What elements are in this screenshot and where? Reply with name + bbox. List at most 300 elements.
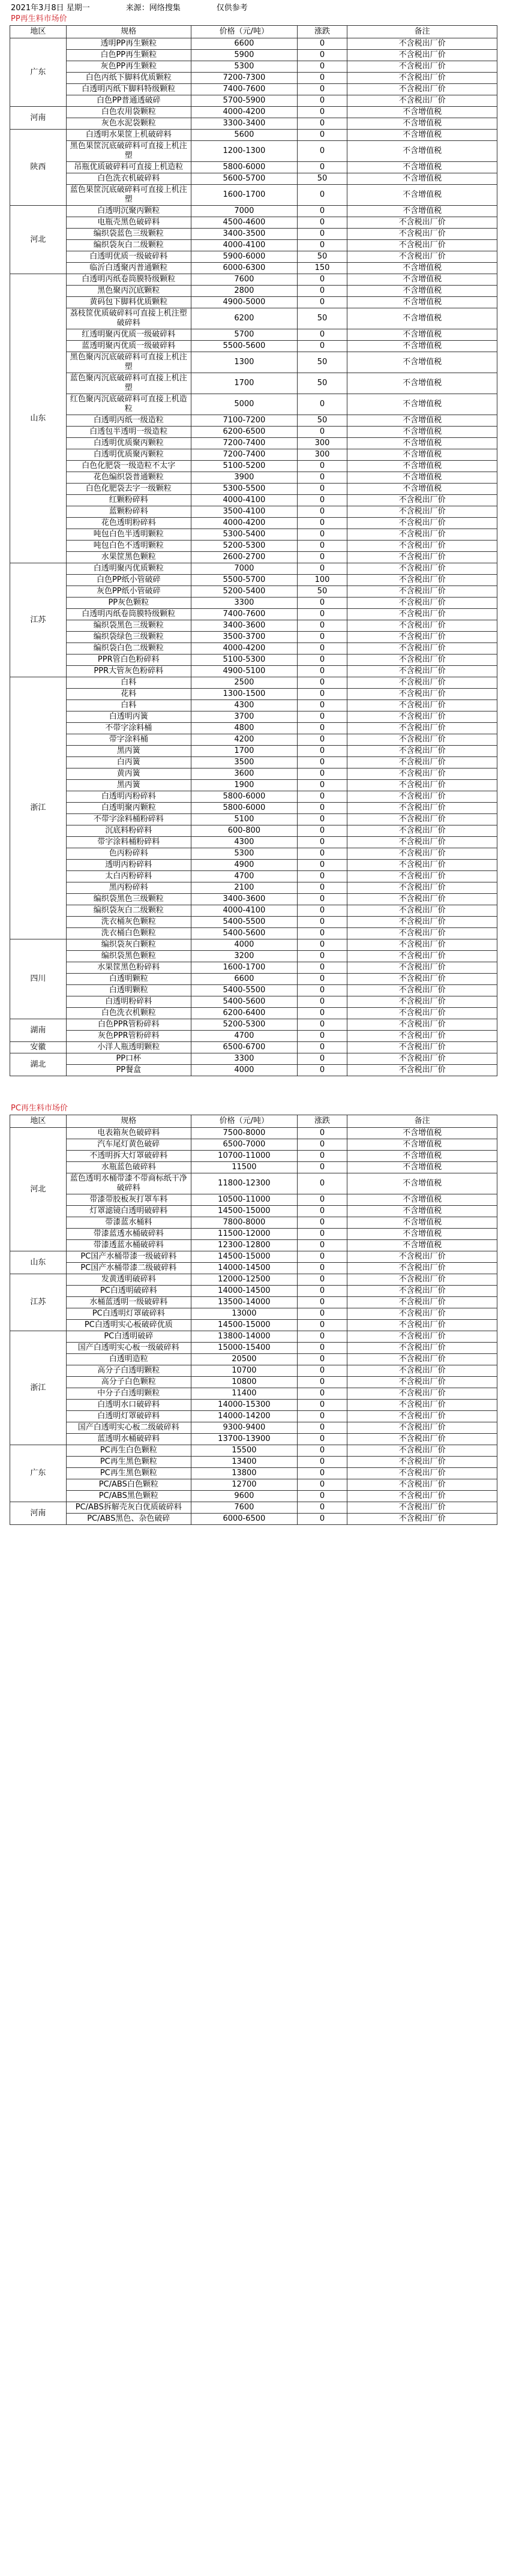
table-row bbox=[10, 1229, 497, 1240]
spec-cell: 灰色PP纸小管破碎 bbox=[66, 586, 191, 598]
remark-cell: 不含税出厂价 bbox=[347, 848, 497, 860]
price-cell: 5700-5900 bbox=[191, 95, 297, 107]
change-cell: 0 bbox=[297, 1457, 347, 1468]
spec-cell: 红色聚丙沉底破碎料可直接上机造粒 bbox=[66, 394, 191, 415]
price-cell: 5100-5300 bbox=[191, 654, 297, 666]
table-row bbox=[10, 654, 497, 666]
change-cell: 0 bbox=[297, 1162, 347, 1173]
spec-cell: PC/ABS拆解壳灰白优质破碎料 bbox=[66, 1502, 191, 1514]
remark-cell: 不含增值税 bbox=[347, 308, 497, 329]
table-row bbox=[10, 141, 497, 162]
table-row bbox=[10, 723, 497, 734]
change-cell: 0 bbox=[297, 1514, 347, 1525]
remark-cell: 不含税出厂价 bbox=[347, 803, 497, 814]
price-cell: 4000-4100 bbox=[191, 240, 297, 251]
remark-cell: 不含增值税 bbox=[347, 1240, 497, 1251]
change-cell: 0 bbox=[297, 1274, 347, 1286]
spec-cell: 电表箱灰色破碎料 bbox=[66, 1128, 191, 1139]
change-cell: 0 bbox=[297, 837, 347, 848]
remark-cell: 不含增值税 bbox=[347, 173, 497, 185]
price-cell: 6600 bbox=[191, 974, 297, 985]
price-cell: 7500-8000 bbox=[191, 1128, 297, 1139]
remark-cell: 不含税出厂价 bbox=[347, 240, 497, 251]
remark-cell: 不含税出厂价 bbox=[347, 837, 497, 848]
col-header-change: 涨跌 bbox=[297, 1115, 347, 1128]
remark-cell: 不含增值税 bbox=[347, 1128, 497, 1139]
table-row bbox=[10, 768, 497, 780]
change-cell: 0 bbox=[297, 1240, 347, 1251]
remark-cell: 不含税出厂价 bbox=[347, 791, 497, 803]
remark-cell: 不含税出厂价 bbox=[347, 700, 497, 711]
spec-cell: 不带字涂料桶 bbox=[66, 723, 191, 734]
region-cell: 湖北 bbox=[10, 1053, 67, 1076]
remark-cell: 不含增值税 bbox=[347, 449, 497, 461]
remark-cell: 不含税出厂价 bbox=[347, 711, 497, 723]
remark-cell: 不含增值税 bbox=[347, 1162, 497, 1173]
table-row bbox=[10, 689, 497, 700]
price-cell: 10700 bbox=[191, 1365, 297, 1377]
spec-cell: 蓝透明聚丙优质一级破碎料 bbox=[66, 341, 191, 352]
remark-cell: 不含税出厂价 bbox=[347, 632, 497, 643]
table-row bbox=[10, 1194, 497, 1206]
remark-cell: 不含增值税 bbox=[347, 107, 497, 118]
price-cell: 4000 bbox=[191, 939, 297, 951]
spec-cell: 白色PP纸小管破碎 bbox=[66, 575, 191, 586]
spec-cell: 灯罩滤镜白透明破碎料 bbox=[66, 1206, 191, 1217]
change-cell: 0 bbox=[297, 689, 347, 700]
spec-cell: 白料 bbox=[66, 700, 191, 711]
table-row bbox=[10, 352, 497, 373]
spec-cell: 白透明灯罩破碎料 bbox=[66, 1411, 191, 1422]
table-row bbox=[10, 297, 497, 308]
remark-cell: 不含税出厂价 bbox=[347, 620, 497, 632]
change-cell: 0 bbox=[297, 825, 347, 837]
table-row bbox=[10, 472, 497, 484]
price-cell: 1700 bbox=[191, 373, 297, 394]
change-cell: 0 bbox=[297, 723, 347, 734]
price-cell: 3400-3600 bbox=[191, 894, 297, 905]
change-cell: 0 bbox=[297, 61, 347, 73]
remark-cell: 不含税出厂价 bbox=[347, 84, 497, 95]
table-row bbox=[10, 1128, 497, 1139]
change-cell: 0 bbox=[297, 1263, 347, 1274]
change-cell: 50 bbox=[297, 373, 347, 394]
table-row bbox=[10, 84, 497, 95]
remark-cell: 不含增值税 bbox=[347, 141, 497, 162]
change-cell: 0 bbox=[297, 274, 347, 286]
remark-cell: 不含税出厂价 bbox=[347, 61, 497, 73]
table-row bbox=[10, 1445, 497, 1457]
remark-cell: 不含税出厂价 bbox=[347, 825, 497, 837]
change-cell: 0 bbox=[297, 905, 347, 917]
remark-cell: 不含税出厂价 bbox=[347, 1468, 497, 1479]
region-cell: 山东 bbox=[10, 274, 67, 563]
spec-cell: 白透明沉聚丙颗粒 bbox=[66, 206, 191, 217]
table-row bbox=[10, 495, 497, 506]
region-cell: 浙江 bbox=[10, 677, 67, 939]
table-row bbox=[10, 206, 497, 217]
price-cell: 1300 bbox=[191, 352, 297, 373]
change-cell: 0 bbox=[297, 1173, 347, 1194]
price-cell: 4500-4600 bbox=[191, 217, 297, 229]
price-cell: 7000 bbox=[191, 563, 297, 575]
price-cell: 5000 bbox=[191, 394, 297, 415]
remark-cell: 不含税出厂价 bbox=[347, 1308, 497, 1320]
spec-cell: 编织袋黑色三级颗粒 bbox=[66, 894, 191, 905]
change-cell: 0 bbox=[297, 394, 347, 415]
table-row bbox=[10, 848, 497, 860]
price-cell: 5600 bbox=[191, 130, 297, 141]
spec-cell: 黑色果筐沉底破碎料可直接上机注塑 bbox=[66, 141, 191, 162]
price-cell: 4000-4200 bbox=[191, 107, 297, 118]
table-row bbox=[10, 1514, 497, 1525]
price-cell: 12000-12500 bbox=[191, 1274, 297, 1286]
spec-cell: 红颗粉碎料 bbox=[66, 495, 191, 506]
price-cell: 10800 bbox=[191, 1377, 297, 1388]
price-cell: 13500-14000 bbox=[191, 1297, 297, 1308]
change-cell: 0 bbox=[297, 746, 347, 757]
price-cell: 5600-5700 bbox=[191, 173, 297, 185]
change-cell: 0 bbox=[297, 1065, 347, 1076]
change-cell: 0 bbox=[297, 472, 347, 484]
table-row bbox=[10, 506, 497, 518]
spec-cell: 蓝颗粉碎料 bbox=[66, 506, 191, 518]
remark-cell: 不含税出厂价 bbox=[347, 643, 497, 654]
table-row bbox=[10, 586, 497, 598]
remark-cell: 不含税出厂价 bbox=[347, 951, 497, 962]
change-cell: 0 bbox=[297, 654, 347, 666]
spec-cell: 编织袋白色二级颗粒 bbox=[66, 643, 191, 654]
spec-cell: 带字涂料桶 bbox=[66, 734, 191, 746]
price-cell: 3400-3500 bbox=[191, 229, 297, 240]
change-cell: 0 bbox=[297, 1151, 347, 1162]
table-row bbox=[10, 373, 497, 394]
price-cell: 15000-15400 bbox=[191, 1343, 297, 1354]
spec-cell: 不带字涂料桶粉碎料 bbox=[66, 814, 191, 825]
spec-cell: PC白透明实心板破碎优质 bbox=[66, 1320, 191, 1331]
col-header-region: 地区 bbox=[10, 1115, 67, 1128]
change-cell: 0 bbox=[297, 1479, 347, 1491]
remark-cell: 不含税出厂价 bbox=[347, 1445, 497, 1457]
change-cell: 0 bbox=[297, 1422, 347, 1434]
remark-cell: 不含税出厂价 bbox=[347, 541, 497, 552]
remark-cell: 不含税出厂价 bbox=[347, 1263, 497, 1274]
spec-cell: 花料 bbox=[66, 689, 191, 700]
remark-cell: 不含增值税 bbox=[347, 1217, 497, 1229]
table-row bbox=[10, 1240, 497, 1251]
table-row bbox=[10, 1286, 497, 1297]
table-row bbox=[10, 162, 497, 173]
price-cell: 10700-11000 bbox=[191, 1151, 297, 1162]
remark-cell: 不含增值税 bbox=[347, 341, 497, 352]
change-cell: 0 bbox=[297, 130, 347, 141]
price-cell: 7600 bbox=[191, 274, 297, 286]
change-cell: 0 bbox=[297, 1354, 347, 1365]
price-cell: 5900-6000 bbox=[191, 251, 297, 263]
spec-cell: 洗衣桶灰色颗粒 bbox=[66, 917, 191, 928]
table-row bbox=[10, 229, 497, 240]
spec-cell: 白透明水果筐上机破碎料 bbox=[66, 130, 191, 141]
remark-cell: 不含税出厂价 bbox=[347, 985, 497, 996]
table-row bbox=[10, 962, 497, 974]
table-row bbox=[10, 107, 497, 118]
price-cell: 3600 bbox=[191, 768, 297, 780]
region-cell: 河北 bbox=[10, 1128, 67, 1251]
spec-cell: 红透明聚丙优质一级破碎料 bbox=[66, 329, 191, 341]
table-row bbox=[10, 700, 497, 711]
change-cell: 0 bbox=[297, 1400, 347, 1411]
price-cell: 5400-5600 bbox=[191, 996, 297, 1008]
remark-cell: 不含税出厂价 bbox=[347, 50, 497, 61]
change-cell: 50 bbox=[297, 173, 347, 185]
region-cell: 河南 bbox=[10, 1502, 67, 1525]
price-cell: 7000 bbox=[191, 206, 297, 217]
change-cell: 0 bbox=[297, 484, 347, 495]
change-cell: 0 bbox=[297, 1491, 347, 1502]
remark-cell: 不含税出厂价 bbox=[347, 814, 497, 825]
table-row bbox=[10, 518, 497, 529]
change-cell: 0 bbox=[297, 951, 347, 962]
remark-cell: 不含增值税 bbox=[347, 1151, 497, 1162]
table-row bbox=[10, 609, 497, 620]
change-cell: 0 bbox=[297, 1019, 347, 1031]
change-cell: 0 bbox=[297, 917, 347, 928]
table-row bbox=[10, 1400, 497, 1411]
change-cell: 0 bbox=[297, 495, 347, 506]
spec-cell: 带漆透蓝水桶破碎料 bbox=[66, 1240, 191, 1251]
price-cell: 11500 bbox=[191, 1162, 297, 1173]
change-cell: 0 bbox=[297, 329, 347, 341]
table-row bbox=[10, 38, 497, 50]
spec-cell: PPR管白色粉碎料 bbox=[66, 654, 191, 666]
table-row bbox=[10, 73, 497, 84]
spec-cell: 编织袋蓝色三级颗粒 bbox=[66, 229, 191, 240]
pp-price-table bbox=[10, 25, 497, 1076]
table-row bbox=[10, 643, 497, 654]
remark-cell: 不含税出厂价 bbox=[347, 962, 497, 974]
table-row bbox=[10, 825, 497, 837]
spec-cell: 白透明颗粒 bbox=[66, 974, 191, 985]
region-cell: 河南 bbox=[10, 107, 67, 130]
change-cell: 0 bbox=[297, 1194, 347, 1206]
remark-cell: 不含税出厂价 bbox=[347, 1479, 497, 1491]
price-cell: 13800-14000 bbox=[191, 1331, 297, 1343]
change-cell: 0 bbox=[297, 1217, 347, 1229]
spec-cell: 白透明造粒 bbox=[66, 1354, 191, 1365]
region-cell: 陕西 bbox=[10, 130, 67, 206]
price-cell: 5800-6000 bbox=[191, 803, 297, 814]
remark-cell: 不含税出厂价 bbox=[347, 1343, 497, 1354]
report-header bbox=[10, 0, 497, 13]
table-row bbox=[10, 757, 497, 768]
price-cell: 3300 bbox=[191, 1053, 297, 1065]
change-cell: 0 bbox=[297, 928, 347, 939]
spec-cell: 透明丙粉碎料 bbox=[66, 860, 191, 871]
change-cell: 0 bbox=[297, 996, 347, 1008]
change-cell: 0 bbox=[297, 791, 347, 803]
remark-cell: 不含税出厂价 bbox=[347, 757, 497, 768]
spec-cell: 编织袋黑色颗粒 bbox=[66, 951, 191, 962]
pc-table-body bbox=[10, 1128, 497, 1525]
spec-cell: 白透明优质聚丙颗粒 bbox=[66, 449, 191, 461]
table-row bbox=[10, 341, 497, 352]
change-cell: 0 bbox=[297, 1286, 347, 1297]
spec-cell: PC白透明破碎料 bbox=[66, 1286, 191, 1297]
table-row bbox=[10, 1377, 497, 1388]
change-cell: 150 bbox=[297, 263, 347, 274]
spec-cell: 灰色PP再生颗粒 bbox=[66, 61, 191, 73]
remark-cell: 不含增值税 bbox=[347, 373, 497, 394]
pp-table-header bbox=[10, 26, 497, 38]
price-cell: 6200 bbox=[191, 308, 297, 329]
spec-cell: 透明PP再生颗粒 bbox=[66, 38, 191, 50]
change-cell: 0 bbox=[297, 1388, 347, 1400]
price-cell: 5500-5700 bbox=[191, 575, 297, 586]
pc-price-table bbox=[10, 1115, 497, 1525]
remark-cell: 不含税出厂价 bbox=[347, 518, 497, 529]
table-row bbox=[10, 1031, 497, 1042]
spec-cell: 荔枝筐优质破碎料可直接上机注塑破碎料 bbox=[66, 308, 191, 329]
spec-cell: 白透明聚丙优质颗粒 bbox=[66, 563, 191, 575]
price-cell: 3500-3700 bbox=[191, 632, 297, 643]
table-row bbox=[10, 814, 497, 825]
col-header-price: 价格（元/吨） bbox=[191, 26, 297, 38]
spec-cell: 汽车尾灯黄色破碎 bbox=[66, 1139, 191, 1151]
spec-cell: 灰色水泥袋颗粒 bbox=[66, 118, 191, 130]
price-cell: 14000-14200 bbox=[191, 1411, 297, 1422]
table-row bbox=[10, 1411, 497, 1422]
remark-cell: 不含税出厂价 bbox=[347, 1042, 497, 1053]
table-row bbox=[10, 484, 497, 495]
spec-cell: 编织袋灰白颗粒 bbox=[66, 939, 191, 951]
table-row bbox=[10, 1053, 497, 1065]
spec-cell: PC/ABS白色颗粒 bbox=[66, 1479, 191, 1491]
remark-cell: 不含税出厂价 bbox=[347, 1502, 497, 1514]
remark-cell: 不含税出厂价 bbox=[347, 1331, 497, 1343]
change-cell: 0 bbox=[297, 84, 347, 95]
remark-cell: 不含税出厂价 bbox=[347, 654, 497, 666]
spec-cell: 白色PP普通透破碎 bbox=[66, 95, 191, 107]
change-cell: 0 bbox=[297, 217, 347, 229]
table-row bbox=[10, 734, 497, 746]
change-cell: 0 bbox=[297, 814, 347, 825]
table-row bbox=[10, 1151, 497, 1162]
col-header-price: 价格（元/吨） bbox=[191, 1115, 297, 1128]
remark-cell: 不含增值税 bbox=[347, 162, 497, 173]
price-cell: 13700-13900 bbox=[191, 1434, 297, 1445]
price-cell: 4200 bbox=[191, 734, 297, 746]
spec-cell: 白透明水口破碎料 bbox=[66, 1400, 191, 1411]
remark-cell: 不含税出厂价 bbox=[347, 1365, 497, 1377]
spec-cell: 灰色PPR管粉碎料 bbox=[66, 1031, 191, 1042]
change-cell: 0 bbox=[297, 598, 347, 609]
table-row bbox=[10, 1065, 497, 1076]
spec-cell: 白透明丙纸一级造粒 bbox=[66, 415, 191, 427]
spec-cell: 沉底料粉碎料 bbox=[66, 825, 191, 837]
remark-cell: 不含增值税 bbox=[347, 1194, 497, 1206]
price-cell: 6000-6500 bbox=[191, 1514, 297, 1525]
remark-cell: 不含税出厂价 bbox=[347, 73, 497, 84]
price-cell: 14000-15300 bbox=[191, 1400, 297, 1411]
pc-table-header bbox=[10, 1115, 497, 1128]
remark-cell: 不含税出厂价 bbox=[347, 1514, 497, 1525]
price-cell: 4000-4200 bbox=[191, 643, 297, 654]
price-cell: 11500-12000 bbox=[191, 1229, 297, 1240]
remark-cell: 不含增值税 bbox=[347, 206, 497, 217]
change-cell: 0 bbox=[297, 632, 347, 643]
spec-cell: 白透包半透明一级造粒 bbox=[66, 427, 191, 438]
table-row bbox=[10, 1139, 497, 1151]
remark-cell: 不含税出厂价 bbox=[347, 1377, 497, 1388]
change-cell: 0 bbox=[297, 518, 347, 529]
change-cell: 0 bbox=[297, 1308, 347, 1320]
price-cell: 6600 bbox=[191, 38, 297, 50]
change-cell: 0 bbox=[297, 1434, 347, 1445]
remark-cell: 不含增值税 bbox=[347, 352, 497, 373]
pp-section-title: PP再生料市场价 bbox=[11, 14, 67, 23]
remark-cell: 不含税出厂价 bbox=[347, 1008, 497, 1019]
spec-cell: 黑丙粉碎料 bbox=[66, 882, 191, 894]
table-row bbox=[10, 780, 497, 791]
table-row bbox=[10, 173, 497, 185]
price-cell: 1200-1300 bbox=[191, 141, 297, 162]
remark-cell: 不含税出厂价 bbox=[347, 1491, 497, 1502]
col-header-spec: 规格 bbox=[66, 1115, 191, 1128]
spec-cell: 色丙粉碎料 bbox=[66, 848, 191, 860]
change-cell: 0 bbox=[297, 711, 347, 723]
remark-cell: 不含税出厂价 bbox=[347, 1388, 497, 1400]
change-cell: 0 bbox=[297, 1297, 347, 1308]
price-cell: 4000 bbox=[191, 1065, 297, 1076]
table-row bbox=[10, 620, 497, 632]
table-row bbox=[10, 541, 497, 552]
change-cell: 0 bbox=[297, 1411, 347, 1422]
spec-cell: 白透明颗粒 bbox=[66, 985, 191, 996]
spec-cell: 黄码包下脚料优质颗粒 bbox=[66, 297, 191, 308]
region-cell: 广东 bbox=[10, 38, 67, 107]
table-row bbox=[10, 860, 497, 871]
price-cell: 6500-7000 bbox=[191, 1139, 297, 1151]
table-row bbox=[10, 894, 497, 905]
spec-cell: 白色洗衣机破碎料 bbox=[66, 173, 191, 185]
change-cell: 0 bbox=[297, 1343, 347, 1354]
price-cell: 5400-5500 bbox=[191, 917, 297, 928]
spec-cell: 白透明优质一级破碎料 bbox=[66, 251, 191, 263]
price-cell: 5200-5300 bbox=[191, 1019, 297, 1031]
price-cell: 5300 bbox=[191, 61, 297, 73]
remark-cell: 不含增值税 bbox=[347, 394, 497, 415]
table-row bbox=[10, 1008, 497, 1019]
spec-cell: PPR大管灰色粉碎料 bbox=[66, 666, 191, 677]
remark-cell: 不含增值税 bbox=[347, 118, 497, 130]
price-cell: 15500 bbox=[191, 1445, 297, 1457]
table-row bbox=[10, 95, 497, 107]
change-cell: 0 bbox=[297, 141, 347, 162]
remark-cell: 不含税出厂价 bbox=[347, 1031, 497, 1042]
table-row bbox=[10, 449, 497, 461]
spec-cell: 临沂白透聚丙普通颗粒 bbox=[66, 263, 191, 274]
spec-cell: 吊瓶优质破碎料可直接上机造粒 bbox=[66, 162, 191, 173]
remark-cell: 不含税出厂价 bbox=[347, 723, 497, 734]
table-row bbox=[10, 529, 497, 541]
spec-cell: 白透明粉碎料 bbox=[66, 996, 191, 1008]
col-header-spec: 规格 bbox=[66, 26, 191, 38]
change-cell: 0 bbox=[297, 541, 347, 552]
price-cell: 4700 bbox=[191, 1031, 297, 1042]
spec-cell: 小洋人瓶透明颗粒 bbox=[66, 1042, 191, 1053]
region-cell: 湖南 bbox=[10, 1019, 67, 1042]
table-row bbox=[10, 951, 497, 962]
